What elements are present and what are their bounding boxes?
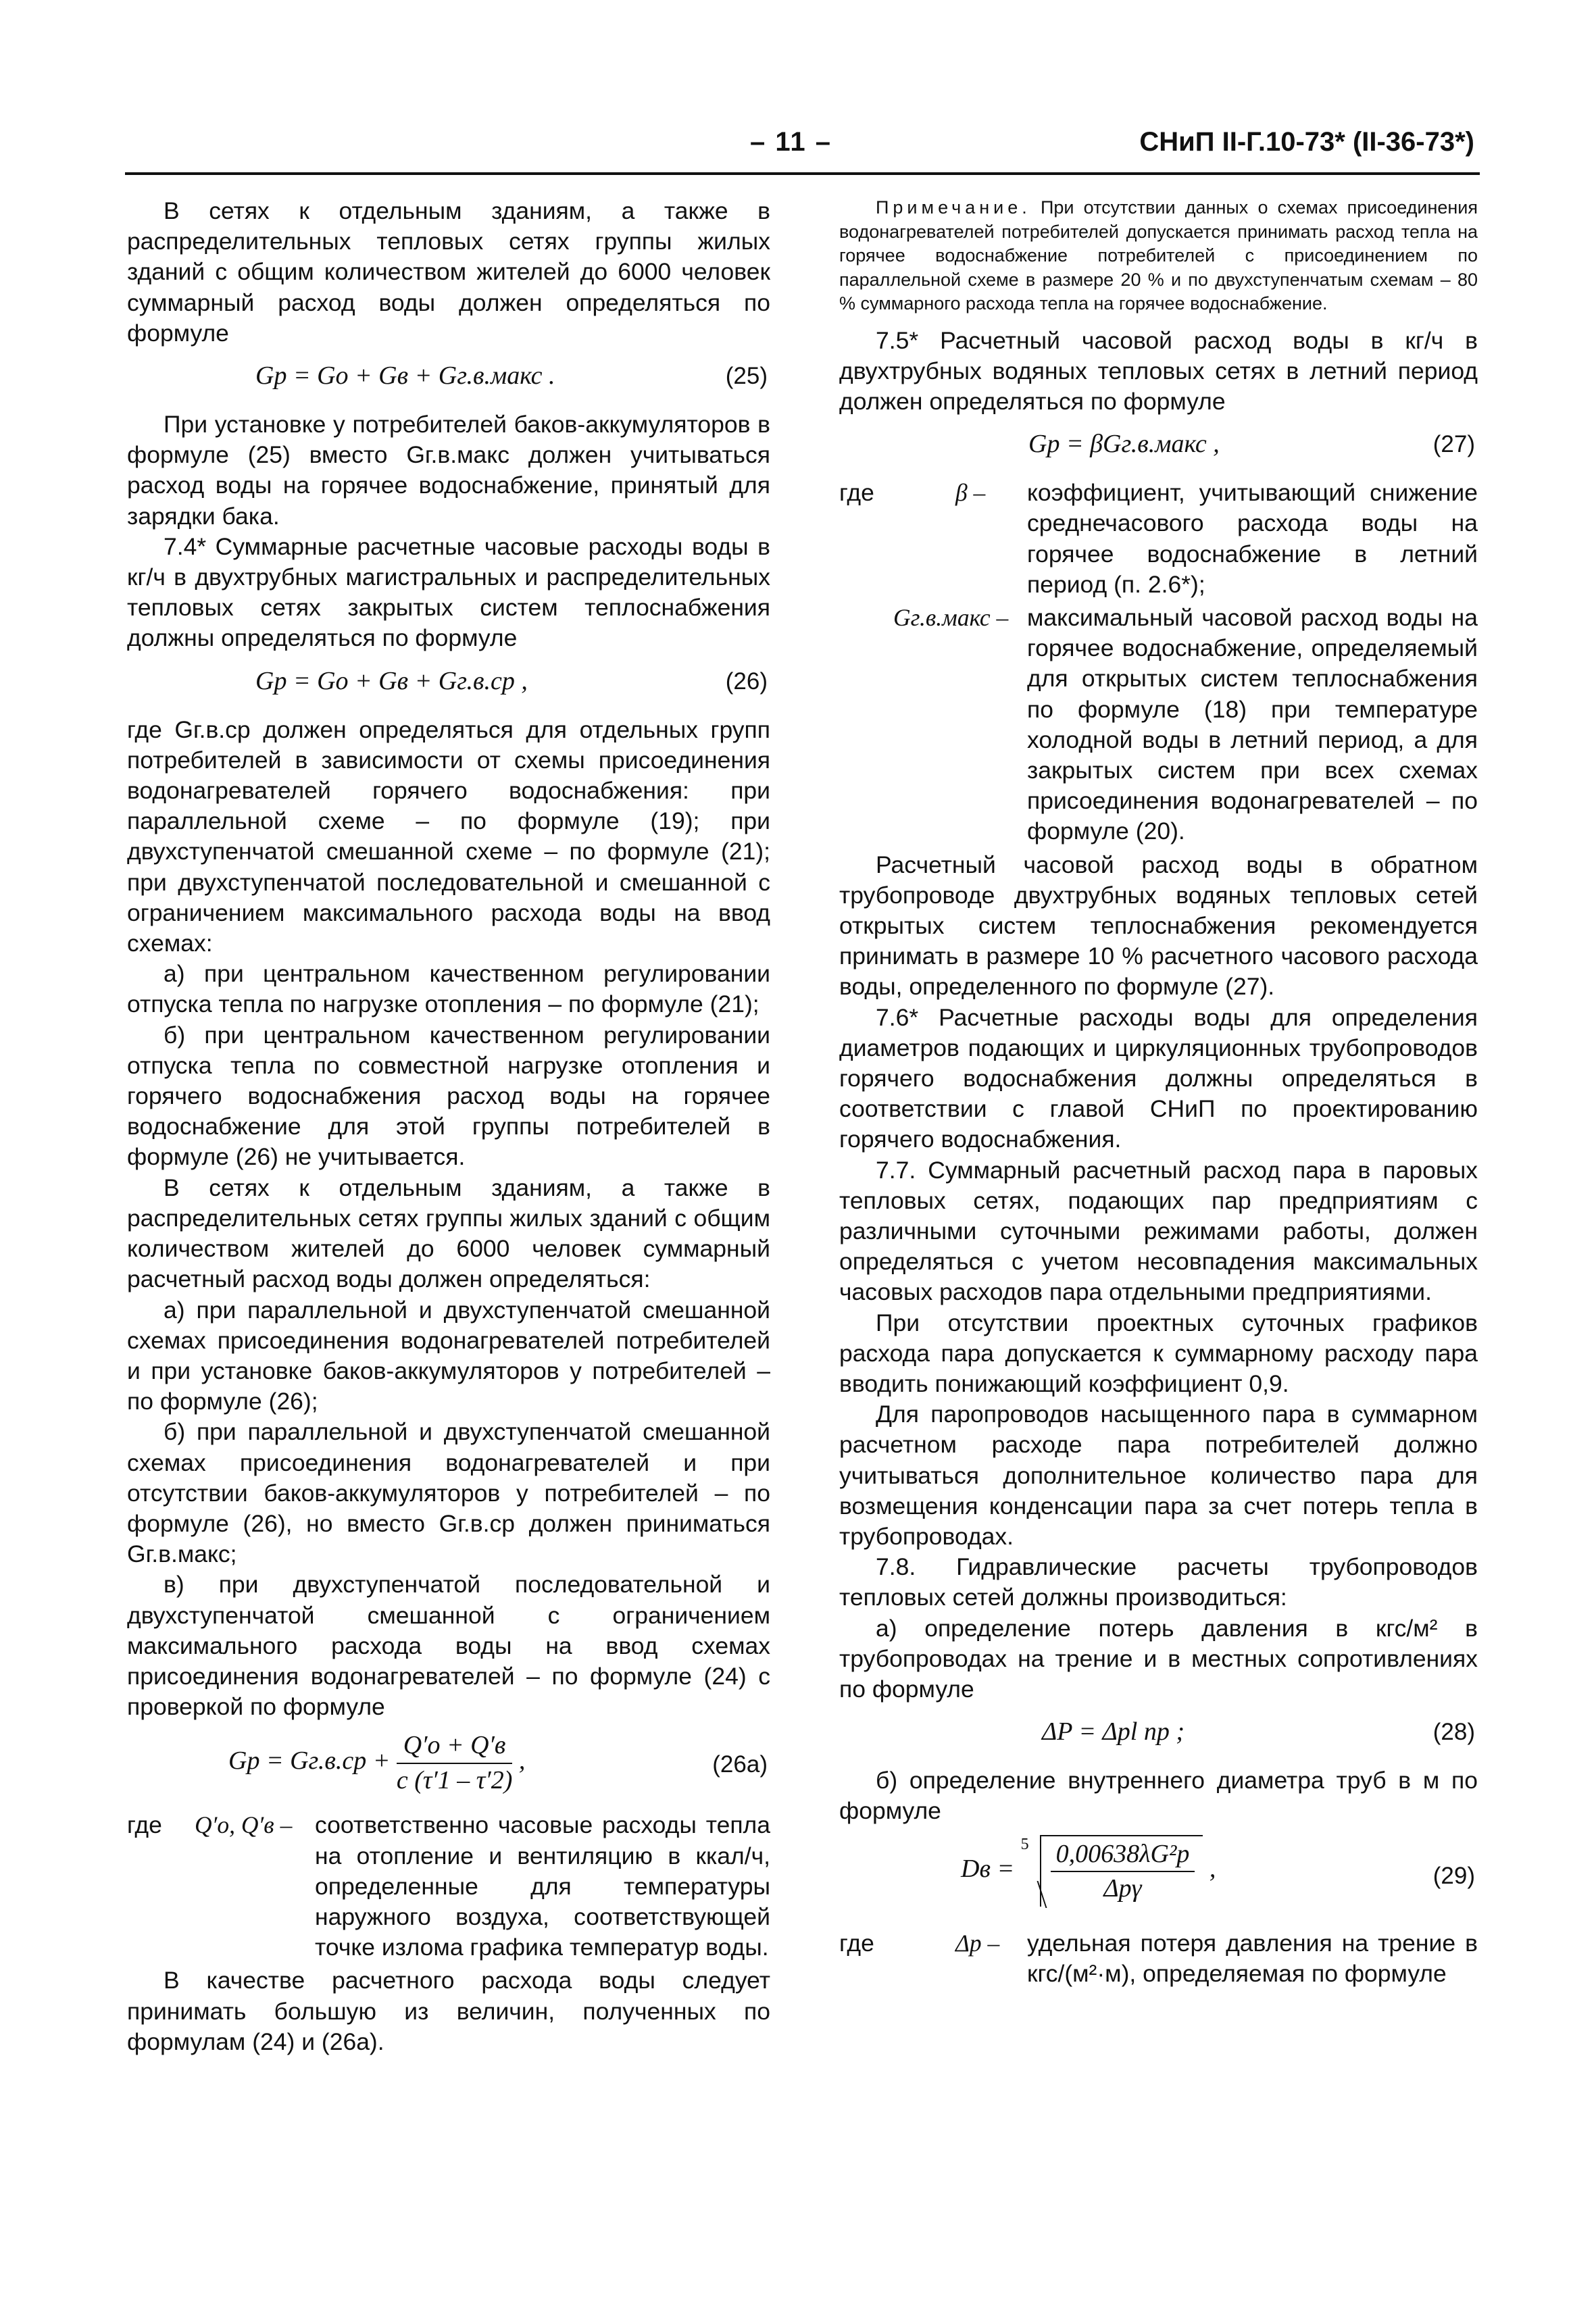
formula-expression: Gр = Gо + Gв + Gг.в.ср , xyxy=(255,666,528,695)
note-text: При отсутствии данных о схемах присоединения водонагревателей потребителей допускается принимать расход тепла на горячее водоснабжение потребителей с присоединением по параллельной схеме в размере 20 % и по двухступенчатым схемам – 80 % суммарного расхода тепла на горячее водоснабжение. xyxy=(839,197,1478,313)
where-label: где xyxy=(839,479,874,507)
radical-stroke xyxy=(1022,1881,1047,1908)
formula-tail: , xyxy=(1209,1854,1216,1883)
page-header xyxy=(750,127,1474,174)
definition-text: соответственно часовые расходы тепла на отопление и вентиляцию в ккал/ч, определенные для температуры наружного воздуха, соответствующей точке излома графика температур воды. xyxy=(315,1811,770,1961)
formula-number: (26а) xyxy=(712,1751,768,1778)
formula-number: (25) xyxy=(725,363,768,390)
definition-row xyxy=(839,1928,1478,1989)
paragraph: 7.6* Расчетные расходы воды для определения диаметров подающих и циркуляционных трубопроводов горячего водоснабжения должны определяться в соответствии с главой СНиП по проектированию горячего водоснабжения. xyxy=(839,1003,1478,1153)
definition-row xyxy=(839,603,1478,847)
paragraph: 7.8. Гидравлические расчеты трубопроводов тепловых сетей должны производиться: xyxy=(839,1553,1478,1611)
paragraph: При отсутствии проектных суточных графиков расхода пара допускается к суммарному расходу пара вводить понижающий коэффициент 0,9. xyxy=(839,1309,1478,1397)
list-item: б) при параллельной и двухступенчатой смешанной схемах присоединения водонагревателей и при отсутствии баков-аккумуляторов у потребителей – по формуле (26), но вместо Gг.в.ср должен приниматься Gг.в.макс; xyxy=(127,1418,770,1568)
note xyxy=(839,196,1478,316)
paragraph: Расчетный часовой расход воды в обратном трубопроводе двухтрубных водяных тепловых сетей открытых систем теплоснабжения рекомендуется принимать в размере 10 % расчетного часового расхода воды, определенного по формуле (27). xyxy=(839,851,1478,1001)
right-column xyxy=(839,196,1478,1992)
paragraph: 7.5* Расчетный часовой расход воды в кг/ч в двухтрубных водяных тепловых сетях в летний период должен определяться по формуле xyxy=(839,326,1478,415)
formula-lhs: Dв = xyxy=(961,1854,1015,1883)
definition-list xyxy=(839,1928,1478,1989)
spacer xyxy=(839,316,1478,326)
formula-26a xyxy=(127,1722,770,1810)
formula-expression xyxy=(228,1730,525,1795)
list-item: а) при центральном качественном регулировании отпуска тепла по нагрузке отопления – по формуле (21); xyxy=(127,960,770,1018)
paragraph: 7.7. Суммарный расчетный расход пара в паровых тепловых сетях, подающих пар предприятиям с различными суточными режимами работы, должен определяться с учетом несовпадения максимальных часовых расходов пара отдельными предприятиями. xyxy=(839,1156,1478,1306)
header-rule xyxy=(125,172,1480,175)
formula-tail: , xyxy=(518,1746,526,1776)
paragraph: В сетях к отдельным зданиям, а также в распределительных сетях группы жилых зданий с общим количеством жителей до 6000 человек суммарный расчетный расход воды должен определяться: xyxy=(127,1174,770,1293)
list-item: б) при центральном качественном регулировании отпуска тепла по совместной нагрузке отопления и горячего водоснабжения расход воды на горячее водоснабжение для этой группы потребителей в формуле (26) не учитывается. xyxy=(127,1021,770,1171)
where-label: где xyxy=(127,1811,162,1839)
definition-list xyxy=(839,478,1478,847)
definition-term: Gг.в.макс – xyxy=(893,603,1009,631)
formula-26 xyxy=(127,654,770,715)
radical-sign xyxy=(1020,1835,1203,1907)
fraction-denominator: c (τ′1 – τ′2) xyxy=(396,1765,513,1794)
paragraph: В сетях к отдельным зданиям, а также в распределительных тепловых сетях группы жилых зданий с общим количеством жителей до 6000 человек суммарный расход воды должен определяться по формуле xyxy=(127,197,770,347)
formula-number: (26) xyxy=(725,668,768,695)
formula-lhs: Gр = Gг.в.ср + xyxy=(228,1746,391,1776)
paragraph: Для паропроводов насыщенного пара в суммарном расчетном расходе пара потребителей должно учитываться дополнительное количество пара для возмещения конденсации пара за счет потерь тепла в трубопроводах. xyxy=(839,1401,1478,1551)
definition-list xyxy=(127,1810,770,1963)
where-label: где xyxy=(839,1929,874,1957)
radical-index: 5 xyxy=(1020,1835,1029,1853)
definition-row xyxy=(839,478,1478,600)
formula-number: (28) xyxy=(1432,1719,1475,1746)
formula-25 xyxy=(127,349,770,409)
formula-29 xyxy=(839,1827,1478,1928)
paragraph: 7.4* Суммарные расчетные часовые расходы воды в кг/ч в двухтрубных магистральных и распределительных тепловых сетях закрытых систем теплоснабжения должны определяться по формуле xyxy=(127,532,770,652)
list-item: б) определение внутреннего диаметра труб в м по формуле xyxy=(839,1767,1478,1825)
definition-text: максимальный часовой расход воды на горячее водоснабжение, определяемый для открытых систем теплоснабжения по формуле (18) при температуре холодной воды в летний период, а для закрытых систем при всех схемах присоединения водонагревателей – по формуле (20). xyxy=(1027,603,1478,845)
formula-fraction xyxy=(1051,1839,1195,1904)
definition-row xyxy=(127,1810,770,1963)
list-item: а) при параллельной и двухступенчатой смешанной схемах присоединения водонагревателей потребителей и при установке баков-аккумуляторов у потребителей – по формуле (26); xyxy=(127,1296,770,1415)
paragraph: При установке у потребителей баков-аккумуляторов в формуле (25) вместо Gг.в.макс должен учитываться расход воды на горячее водоснабжение, принятый для зарядки бака. xyxy=(127,411,770,530)
left-column xyxy=(127,196,770,2057)
definition-text: удельная потеря давления на трение в кгс/(м²·м), определяемая по формуле xyxy=(1027,1929,1478,1987)
definition-term: Δp – xyxy=(955,1929,1000,1957)
paragraph: В качестве расчетного расхода воды следует принимать большую из величин, полученных по формулам (24) и (26а). xyxy=(127,1967,770,2055)
fraction-numerator: 0,00638λG²р xyxy=(1051,1839,1195,1872)
formula-number: (29) xyxy=(1432,1862,1475,1889)
list-item: а) определение потерь давления в кгс/м² в трубопроводах на трение и в местных сопротивлениях по формуле xyxy=(839,1614,1478,1703)
formula-27 xyxy=(839,417,1478,478)
formula-fraction xyxy=(397,1730,513,1795)
page-number: – 11 – xyxy=(750,127,832,157)
formula-expression: Gр = βGг.в.макс , xyxy=(1028,430,1220,459)
formula-expression: Gр = Gо + Gв + Gг.в.макс . xyxy=(255,361,555,391)
fraction-denominator: Δpγ xyxy=(1103,1873,1142,1903)
formula-number: (27) xyxy=(1432,431,1475,458)
formula-expression: ΔP = Δpl пр ; xyxy=(1042,1717,1184,1746)
formula-28 xyxy=(839,1705,1478,1765)
definition-term: Q′о, Q′в – xyxy=(195,1811,293,1839)
definition-term: β – xyxy=(955,479,986,507)
formula-expression xyxy=(961,1835,1216,1907)
note-label: Примечание. xyxy=(876,197,1031,218)
paragraph: где Gг.в.ср должен определяться для отдельных групп потребителей в зависимости от схемы присоединения водонагревателей горячего водоснабжения: при параллельной схеме – по формуле (19); при двухступенчатой смешанной схеме – по формуле (21); при двухступенчатой последовательной и смешанной с ограничением максимального расхода воды на ввод схемах: xyxy=(127,715,770,957)
document-code: СНиП II-Г.10-73* (II-36-73*) xyxy=(1139,127,1474,157)
fraction-numerator: Q′о + Q′в xyxy=(397,1730,513,1763)
definition-text: коэффициент, учитывающий снижение среднечасового расхода воды на горячее водоснабжение в летний период (п. 2.6*); xyxy=(1027,479,1478,598)
list-item: в) при двухступенчатой последовательной и двухступенчатой смешанной с ограничением максимального расхода воды на ввод схемах присоединения водонагревателей – по формуле (24) с проверкой по формуле xyxy=(127,1571,770,1721)
